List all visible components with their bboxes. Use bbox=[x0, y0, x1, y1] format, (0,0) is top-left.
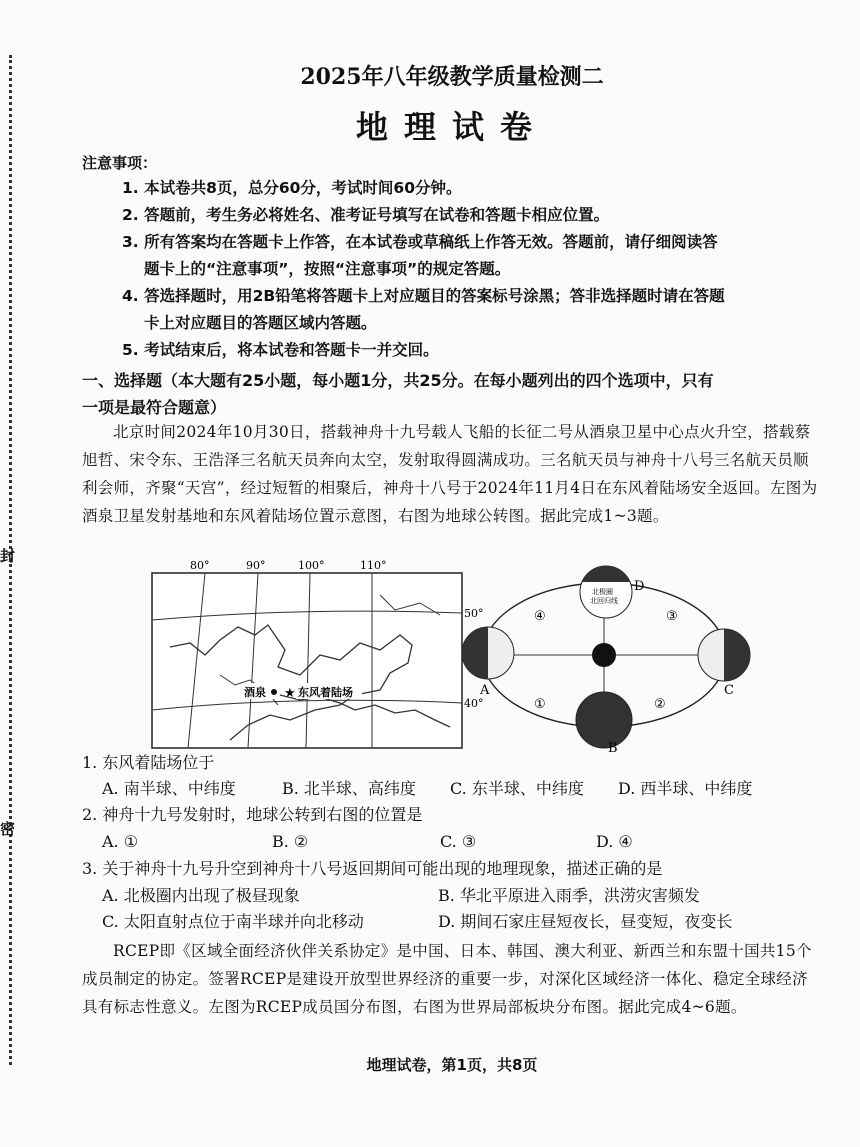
place-dongfeng: 东风着陆场 bbox=[298, 686, 353, 699]
label-a: A bbox=[480, 683, 490, 698]
note-item-5: 5. 考试结束后，将本试卷和答题卡一并交回。 bbox=[122, 341, 439, 359]
section-heading bbox=[82, 367, 822, 421]
earth-a bbox=[462, 627, 514, 679]
segment-2: ② bbox=[654, 697, 666, 712]
question-1-stem: 1. 东风着陆场位于 bbox=[82, 753, 215, 772]
note-item-4-cont: 卡上对应题目的答题区域内答题。 bbox=[144, 314, 377, 332]
passage-2: RCEP即《区域全面经济伙伴关系协定》是中国、日本、韩国、澳大利亚、新西兰和东盟十国共15个成员制定的协定。签署RCEP是建设开放型世界经济的重要一步，对深化区域经济一体化、稳定全球经济具有标志性意义。左图为RCEP成员国分布图，右图为世界局部板块分布图。据此完成4~6题。 bbox=[82, 942, 812, 1016]
label-c: C bbox=[724, 683, 734, 698]
q2-option-a[interactable]: A. ① bbox=[102, 832, 139, 851]
notes-list bbox=[122, 175, 822, 364]
label-b: B bbox=[608, 741, 618, 756]
subject-title: 地理试卷 bbox=[355, 108, 548, 146]
q1-option-d[interactable]: D. 西半球、中纬度 bbox=[618, 779, 753, 798]
binding-mark-secret: 密 bbox=[0, 820, 16, 838]
binding-mark-seal: 封 bbox=[0, 547, 16, 565]
question-2-stem: 2. 神舟十九号发射时，地球公转到右图的位置是 bbox=[82, 805, 423, 824]
earth-c bbox=[698, 629, 750, 681]
label-d: D bbox=[634, 579, 645, 594]
q2-option-c[interactable]: C. ③ bbox=[440, 832, 477, 851]
note-item-2: 2. 答题前，考生务必将姓名、准考证号填写在试卷和答题卡相应位置。 bbox=[122, 206, 610, 224]
q2-option-d[interactable]: D. ④ bbox=[596, 832, 633, 851]
page-footer: 地理试卷，第1页，共8页 bbox=[366, 1056, 538, 1074]
lon-label-100: 100° bbox=[298, 559, 325, 572]
lat-label-50: 50° bbox=[464, 607, 484, 620]
location-map bbox=[150, 555, 484, 750]
notes-heading: 注意事项： bbox=[82, 154, 158, 172]
earth-d bbox=[580, 566, 632, 618]
note-item-1: 1. 本试卷共8页，总分60分，考试时间60分钟。 bbox=[122, 179, 462, 197]
q1-option-b[interactable]: B. 北半球、高纬度 bbox=[282, 779, 416, 798]
lat-label-40: 40° bbox=[464, 697, 484, 710]
q3-option-b[interactable]: B. 华北平原进入雨季，洪涝灾害频发 bbox=[438, 886, 700, 905]
q2-option-b[interactable]: B. ② bbox=[272, 832, 309, 851]
lon-label-90: 90° bbox=[246, 559, 266, 572]
section-heading-line2: 一项是最符合题意） bbox=[82, 398, 227, 417]
lon-label-80: 80° bbox=[190, 559, 210, 572]
note-item-3-cont: 题卡上的“注意事项”，按照“注意事项”的规定答题。 bbox=[144, 260, 511, 278]
note-item-3: 3. 所有答案均在答题卡上作答，在本试卷或草稿纸上作答无效。答题前，请仔细阅读答 bbox=[122, 233, 718, 251]
jiuquan-dot bbox=[271, 689, 277, 695]
q3-option-c[interactable]: C. 太阳直射点位于南半球并向北移动 bbox=[102, 912, 364, 931]
q3-option-a[interactable]: A. 北极圈内出现了极昼现象 bbox=[102, 886, 300, 905]
note-item-4: 4. 答选择题时，用2B铅笔将答题卡上对应题目的答案标号涂黑；答非选择题时请在答题 bbox=[122, 287, 725, 305]
question-3-options bbox=[102, 883, 822, 935]
segment-4: ④ bbox=[534, 609, 546, 624]
earth-b bbox=[576, 692, 632, 748]
question-3-stem: 3. 关于神舟十九号升空到神舟十八号返回期间可能出现的地理现象，描述正确的是 bbox=[82, 859, 663, 878]
q1-option-a[interactable]: A. 南半球、中纬度 bbox=[102, 779, 236, 798]
d-caption-1: 北极圈 bbox=[592, 588, 613, 596]
segment-3: ③ bbox=[666, 609, 678, 624]
lon-label-110: 110° bbox=[360, 559, 387, 572]
q1-option-c[interactable]: C. 东半球、中纬度 bbox=[450, 779, 584, 798]
section-heading-line1: 一、选择题（本大题有25小题，每小题1分，共25分。在每小题列出的四个选项中，只有 bbox=[82, 371, 714, 390]
q3-option-d[interactable]: D. 期间石家庄昼短夜长，昼变短，夜变长 bbox=[438, 912, 733, 931]
d-caption-2: 北回归线 bbox=[590, 597, 618, 605]
sun-icon bbox=[592, 643, 616, 667]
segment-1: ① bbox=[534, 697, 546, 712]
passage-1: 北京时间2024年10月30日，搭载神舟十九号载人飞船的长征二号从酒泉卫星中心点火升空，搭载蔡旭哲、宋令东、王浩泽三名航天员奔向太空，发射取得圆满成功。三名航天员与神舟十八号三名航天员顺利会师，齐聚“天宫”，经过短暂的相聚后，神舟十八号于2024年11月4日在东风着陆场安全返回。左图为酒泉卫星发射基地和东风着陆场位置示意图，右图为地球公转图。据此完成1~3题。 bbox=[82, 423, 818, 525]
star-icon: ★ bbox=[284, 686, 296, 701]
question-1-options bbox=[102, 776, 822, 802]
place-jiuquan: 酒泉 bbox=[244, 686, 266, 699]
exam-title: 2025年八年级教学质量检测二 bbox=[300, 64, 604, 90]
question-2-options bbox=[102, 829, 822, 855]
earth-orbit-diagram bbox=[454, 560, 754, 755]
